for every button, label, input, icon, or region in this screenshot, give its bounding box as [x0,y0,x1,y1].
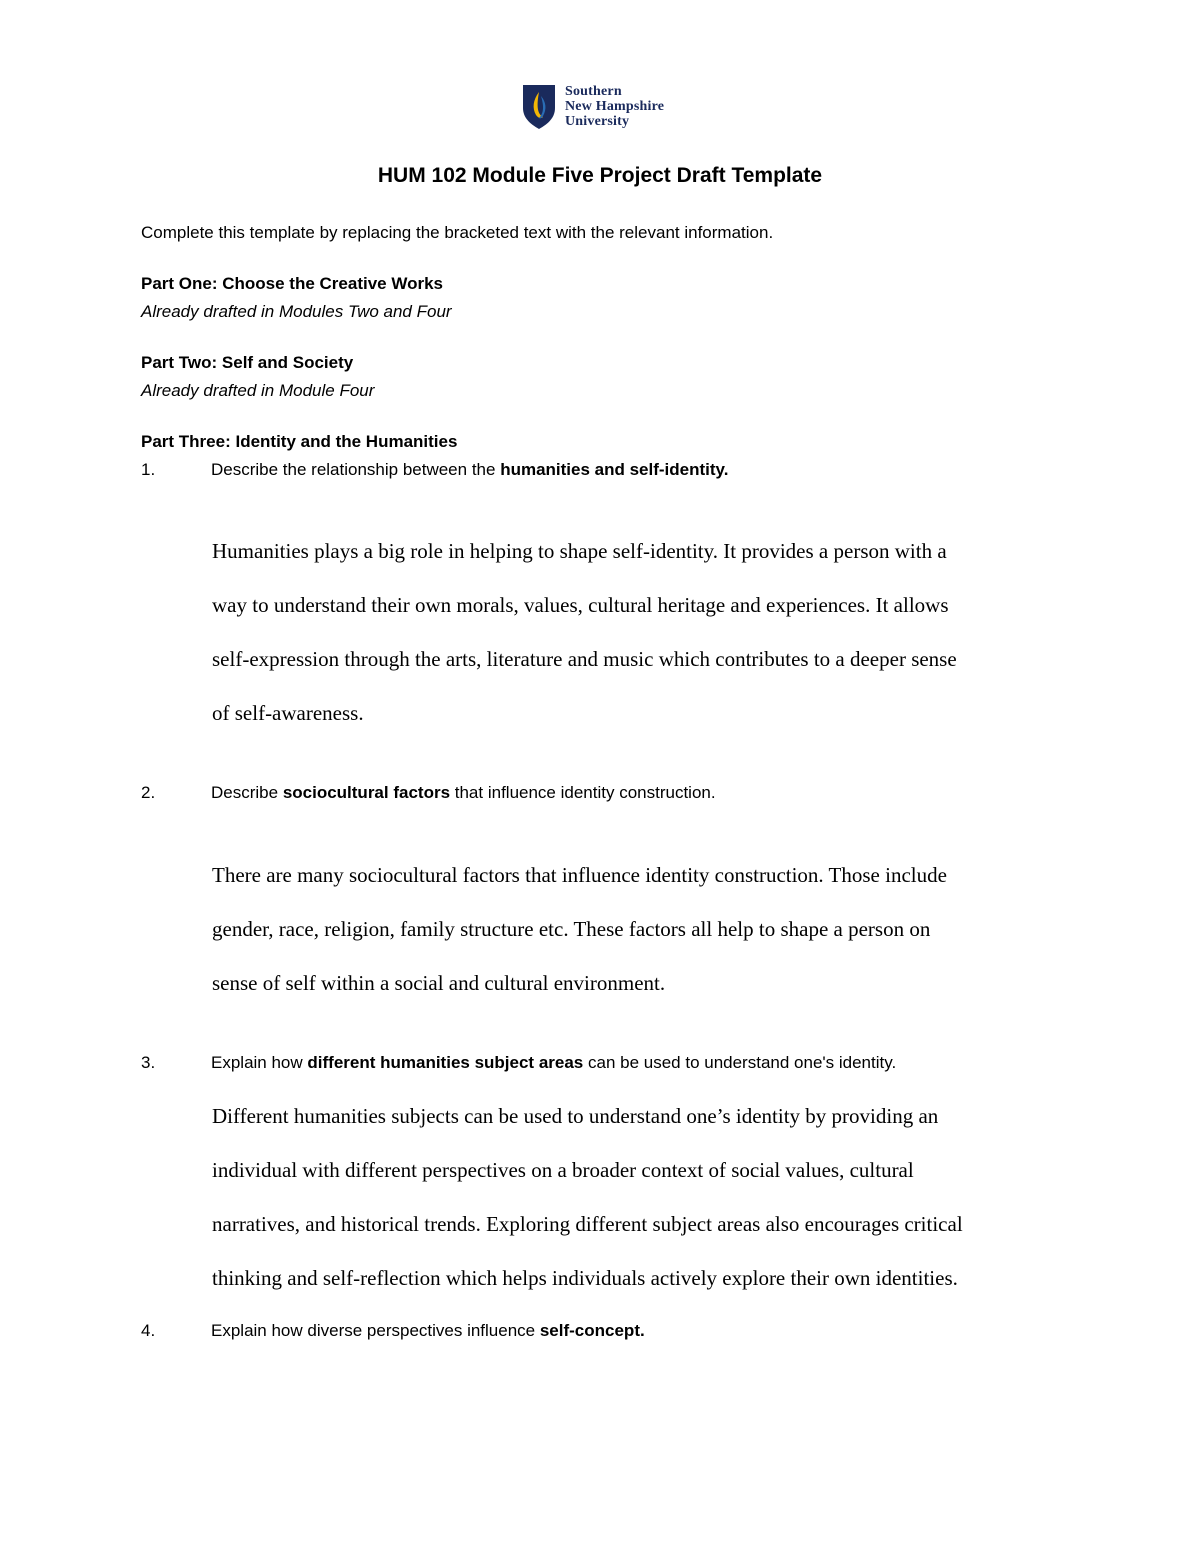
logo-line-1: Southern [565,84,622,99]
answer-2 [212,848,1072,1010]
question-3-bold: different humanities subject areas [307,1053,584,1072]
part-three-heading: Part Three: Identity and the Humanities [141,432,458,451]
question-4-prompt [211,1321,645,1341]
answer-2-line: There are many sociocultural factors that influence identity construction. Those include [212,863,947,887]
question-2-number: 2. [141,783,156,802]
answer-2-line: gender, race, religion, family structure etc. These factors all help to shape a person on [212,917,931,941]
question-3-text-end: can be used to understand one's identity. [583,1053,897,1072]
question-4-bold: self-concept. [539,1321,645,1340]
answer-3-line: individual with different perspectives on a broader context of social values, cultural [212,1158,914,1182]
question-1-text: Describe the relationship between the [211,460,501,479]
answer-3-line: narratives, and historical trends. Exploring different subject areas also encourages critical [212,1212,963,1236]
part-two-heading: Part Two: Self and Society [141,353,354,372]
question-4-number: 4. [141,1321,156,1340]
answer-1 [212,524,1072,740]
question-2-bold: sociocultural factors [282,783,451,802]
answer-1-line: of self-awareness. [212,701,364,725]
question-4-text: Explain how diverse perspectives influence [211,1321,540,1340]
shield-flame-icon [522,84,556,130]
question-1-bold: humanities and self-identity. [500,460,729,479]
answer-1-line: Humanities plays a big role in helping to shape self-identity. It provides a person with a [212,539,947,563]
question-2-prompt [211,783,716,803]
question-3-number: 3. [141,1053,156,1072]
document-title: HUM 102 Module Five Project Draft Template [377,164,823,187]
part-one-heading: Part One: Choose the Creative Works [141,274,443,293]
part-two-note: Already drafted in Module Four [141,381,375,400]
answer-3-line: thinking and self-reflection which helps individuals actively explore their own identities. [212,1266,958,1290]
logo-line-3: University [565,114,630,129]
question-2-text-end: that influence identity construction. [450,783,716,802]
answer-3-line: Different humanities subjects can be used to understand one’s identity by providing an [212,1104,939,1128]
answer-2-line: sense of self within a social and cultural environment. [212,971,666,995]
question-1-number: 1. [141,460,156,479]
question-3-text: Explain how [211,1053,308,1072]
answer-1-line: way to understand their own morals, values, cultural heritage and experiences. It allows [212,593,949,617]
logo-line-2: New Hampshire [565,99,665,114]
answer-3 [212,1089,1072,1305]
question-2-text: Describe [211,783,283,802]
part-one-note: Already drafted in Modules Two and Four [141,302,452,321]
logo-wordmark [565,84,664,129]
answer-1-line: self-expression through the arts, literature and music which contributes to a deeper sense [212,647,957,671]
question-3-prompt [211,1053,896,1073]
university-logo [522,84,664,130]
instructions: Complete this template by replacing the bracketed text with the relevant information. [141,223,774,242]
question-1-prompt [211,460,728,480]
